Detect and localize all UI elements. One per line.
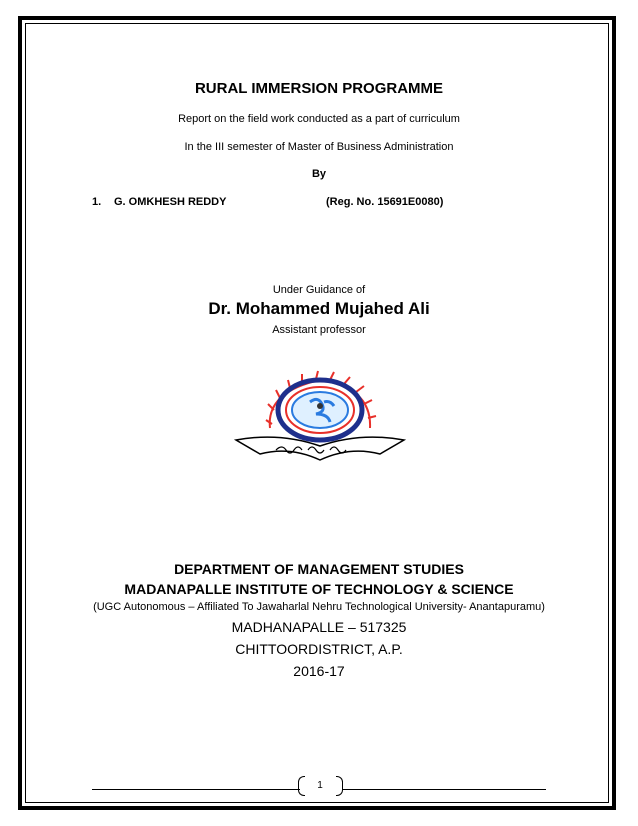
report-title: RURAL IMMERSION PROGRAMME — [194, 80, 444, 97]
by-label: By — [311, 168, 327, 180]
page-number-bracket-right — [336, 776, 343, 796]
page-number: 1 — [317, 780, 323, 791]
student-reg-no: (Reg. No. 15691E0080) — [326, 196, 444, 208]
institute-logo — [230, 362, 410, 474]
guidance-label: Under Guidance of — [272, 284, 366, 296]
logo-center — [292, 392, 348, 428]
report-subtitle-1: Report on the field work conducted as a part of curriculum — [178, 113, 460, 125]
footer-rule-left — [92, 789, 300, 790]
guide-name: Dr. Mohammed Mujahed Ali — [208, 299, 430, 318]
department-name: DEPARTMENT OF MANAGEMENT STUDIES — [174, 561, 464, 577]
student-number: 1. — [92, 196, 102, 208]
footer-rule-right — [343, 789, 546, 790]
guide-title: Assistant professor — [272, 324, 366, 336]
student-name: G. OMKHESH REDDY — [114, 196, 227, 208]
affiliation-text: (UGC Autonomous – Affiliated To Jawaharlal Nehru Technological University- Anantapuramu) — [93, 601, 545, 613]
report-subtitle-2: In the III semester of Master of Business Administration — [184, 141, 454, 153]
district-state: CHITTOORDISTRICT, A.P. — [235, 641, 403, 657]
academic-year: 2016-17 — [293, 663, 345, 679]
city-pin: MADHANAPALLE – 517325 — [231, 619, 407, 635]
institution-name: MADANAPALLE INSTITUTE OF TECHNOLOGY & SCIENCE — [124, 581, 514, 597]
